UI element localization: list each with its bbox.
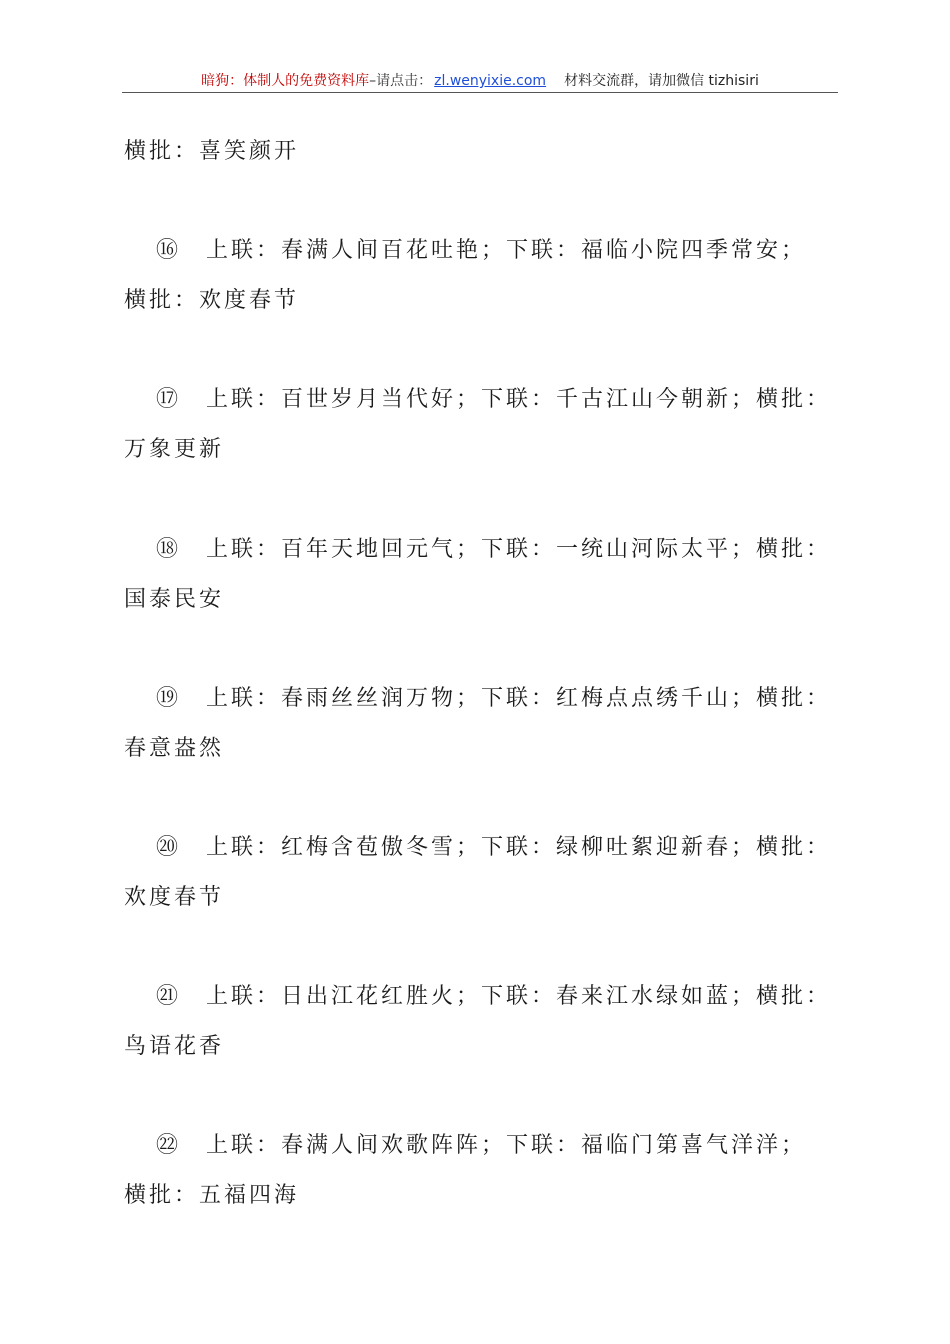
entry-text: 上联：春满人间欢歌阵阵；下联：福临门第喜气洋洋； <box>206 1133 807 1158</box>
entry-number: ⑲ <box>156 686 179 711</box>
entry-line1 <box>124 1131 886 1161</box>
entry-line1 <box>124 982 886 1012</box>
header-link[interactable]: zl.wenyixie.com <box>434 73 547 89</box>
entry-line1 <box>124 833 886 863</box>
entry-line2: 欢度春节 <box>124 885 225 910</box>
header-separator: –请点击： <box>369 73 433 89</box>
entry-text: 上联：红梅含苞傲冬雪；下联：绿柳吐絮迎新春；横批： <box>206 835 832 860</box>
entry-line2: 万象更新 <box>124 437 225 462</box>
entry-text: 上联：百年天地回元气；下联：一统山河际太平；横批： <box>206 537 832 562</box>
header-brand: 暗狗：体制人的免费资料库 <box>201 73 370 89</box>
entry-number: ㉒ <box>156 1133 179 1158</box>
entry-line2: 鸟语花香 <box>124 1034 225 1059</box>
entry-line2: 国泰民安 <box>124 587 225 612</box>
page-header <box>122 70 838 93</box>
entry-line1 <box>124 385 886 415</box>
entry-number: ⑰ <box>156 387 179 412</box>
entry-line2: 春意盎然 <box>124 736 225 761</box>
entry-number: ⑯ <box>156 238 179 263</box>
entry-line1 <box>124 236 886 266</box>
entry-text: 上联：百世岁月当代好；下联：千古江山今朝新；横批： <box>206 387 832 412</box>
entry-line1 <box>124 535 886 565</box>
entry-number: ⑳ <box>156 835 179 860</box>
entry-number: ㉑ <box>156 984 179 1009</box>
entry-line2: 横批：欢度春节 <box>124 288 300 313</box>
entry-text: 上联：日出江花红胜火；下联：春来江水绿如蓝；横批： <box>206 984 832 1009</box>
entry-line1 <box>124 684 886 714</box>
intro-line: 横批：喜笑颜开 <box>124 139 300 164</box>
entry-line2: 横批：五福四海 <box>124 1183 300 1208</box>
entry-number: ⑱ <box>156 537 179 562</box>
entry-text: 上联：春满人间百花吐艳；下联：福临小院四季常安； <box>206 238 807 263</box>
header-contact: 材料交流群，请加微信 tizhisiri <box>564 73 759 89</box>
entry-text: 上联：春雨丝丝润万物；下联：红梅点点绣千山；横批： <box>206 686 832 711</box>
